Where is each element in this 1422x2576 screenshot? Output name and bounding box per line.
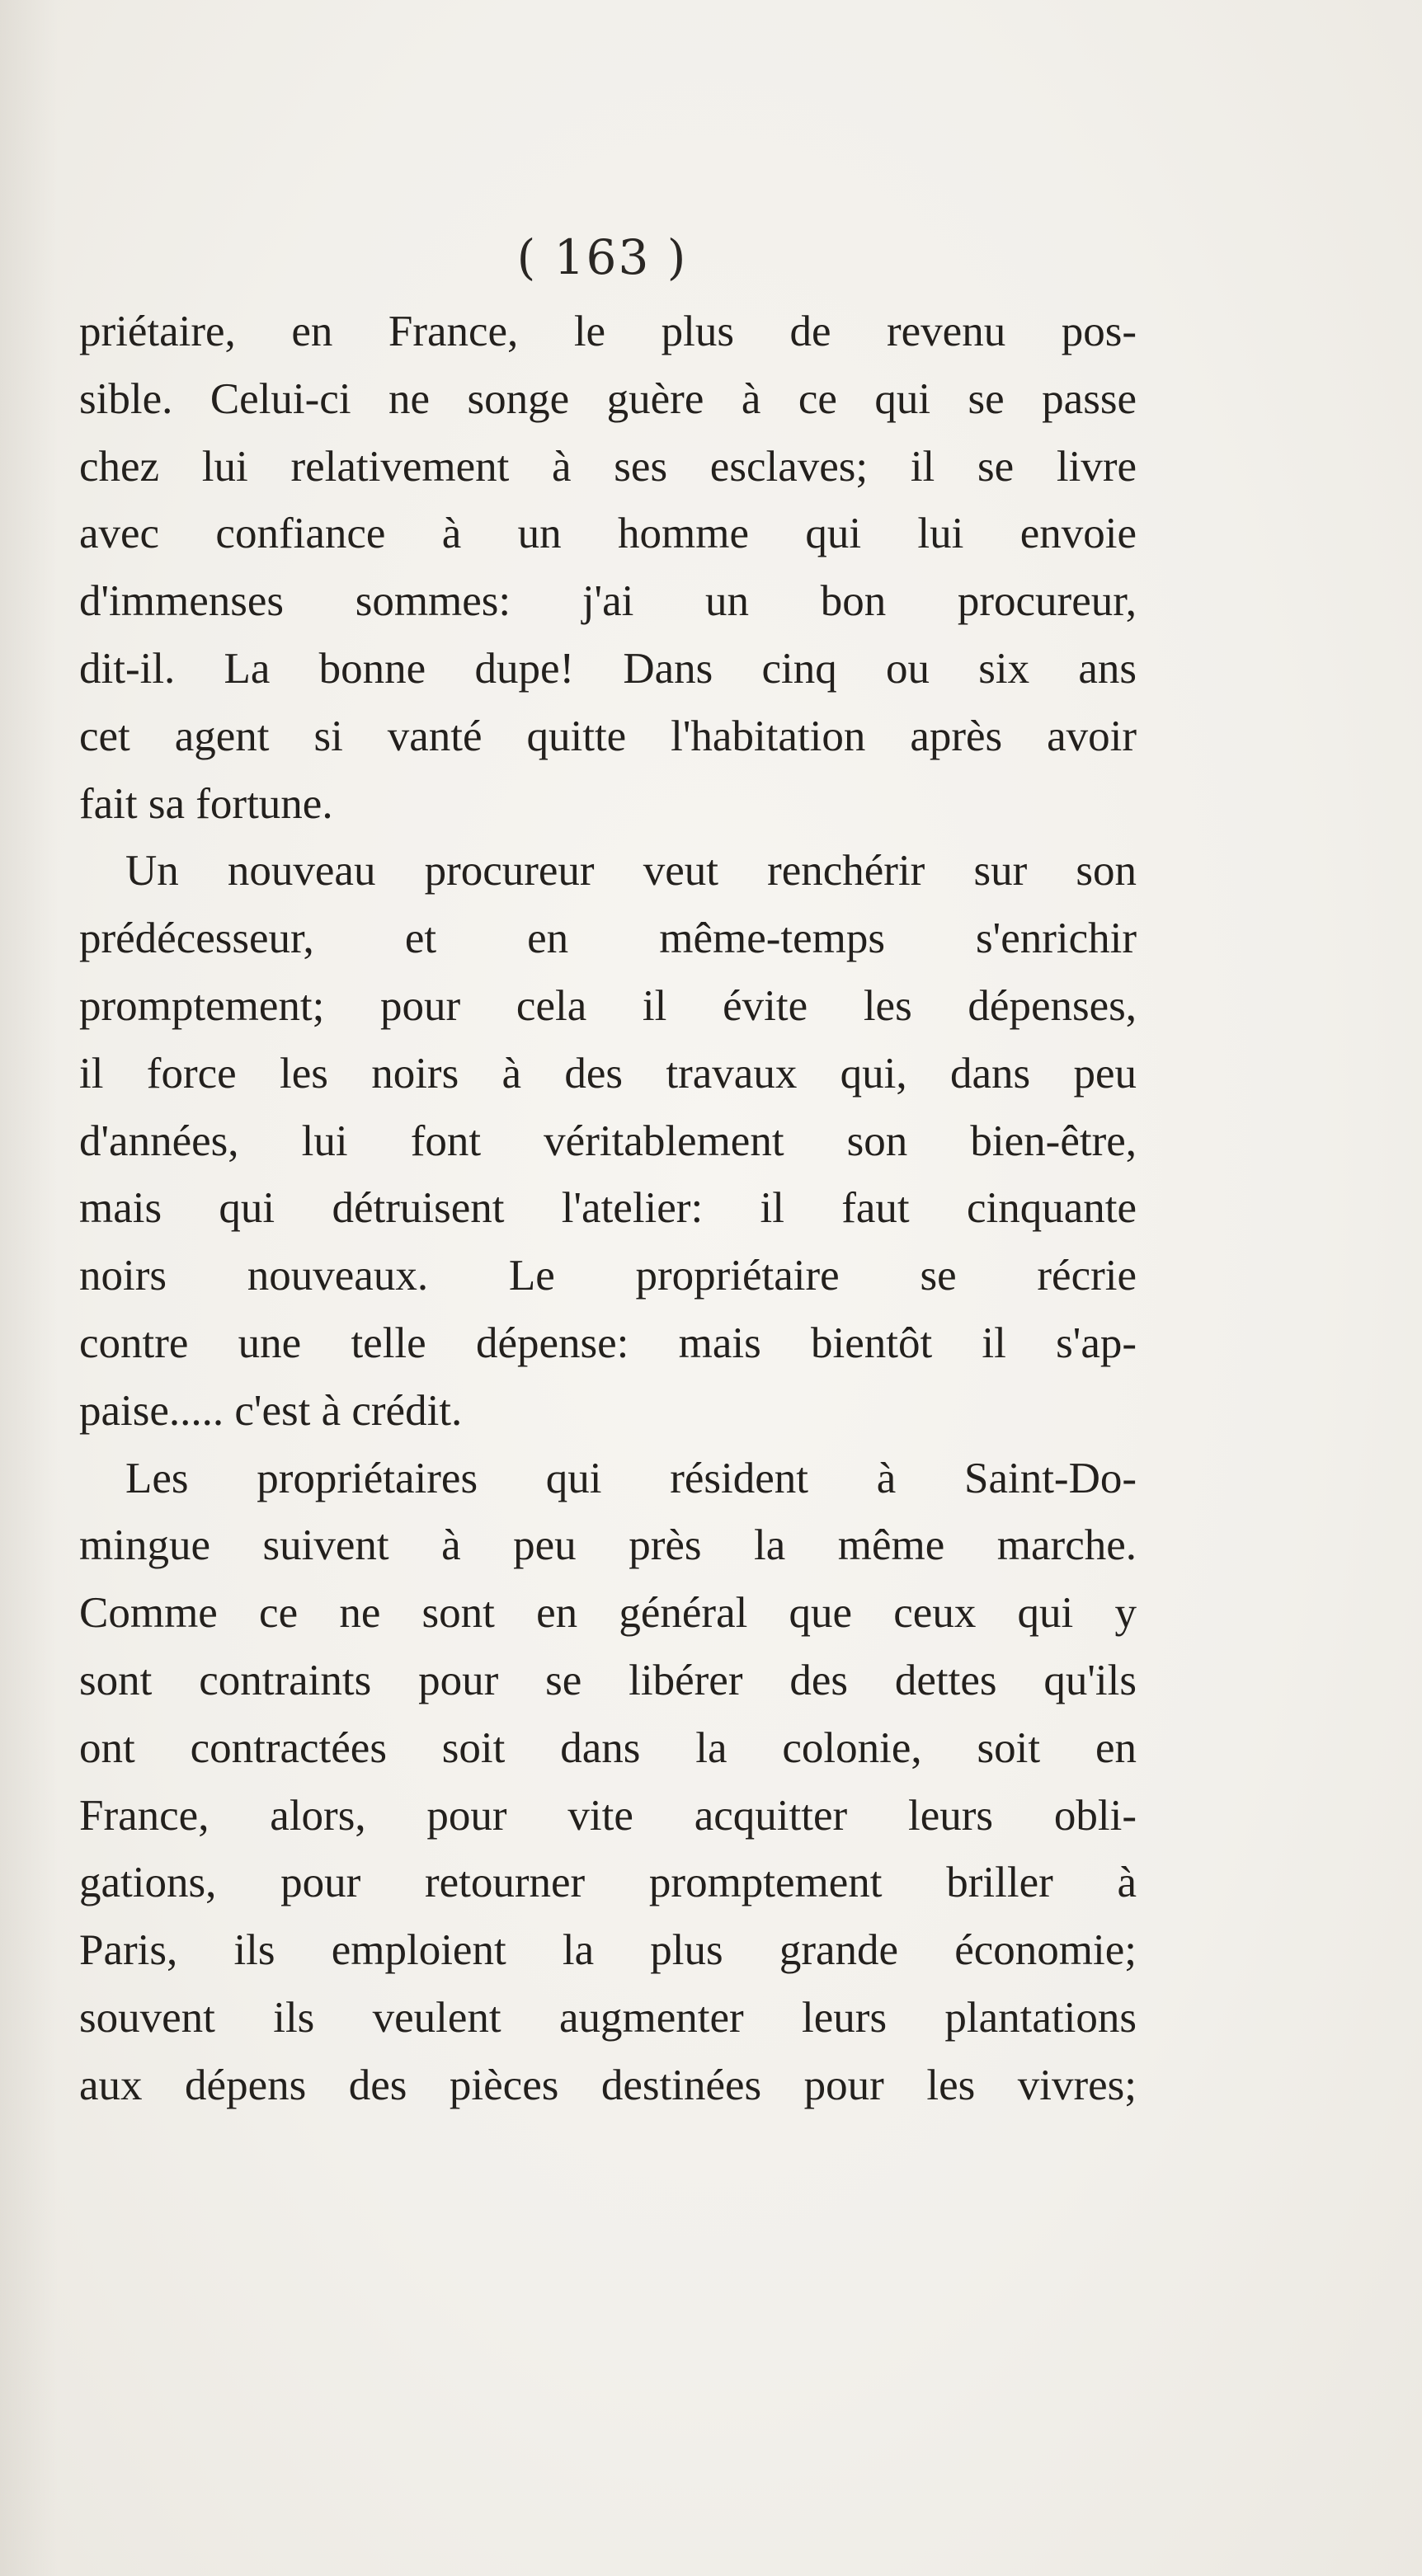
text-line: Un nouveau procureur veut renchérir sur son (125, 847, 1137, 895)
text-line: noirs nouveaux. Le propriétaire se récrie (79, 1252, 1137, 1300)
page-number: ( 163 ) (516, 229, 688, 285)
text-line: sont contraints pour se libérer des dettes qu'ils (79, 1656, 1137, 1704)
text-line: Comme ce ne sont en général que ceux qui y (79, 1589, 1137, 1638)
page-gutter-shadow (0, 0, 58, 2576)
text-line: fait sa fortune. (79, 779, 333, 828)
text-line: promptement; pour cela il évite les dépenses, (79, 981, 1137, 1030)
text-line: chez lui relativement à ses esclaves; il se livre (79, 442, 1137, 491)
text-line: gations, pour retourner promptement briller à (79, 1859, 1137, 1907)
text-line: mais qui détruisent l'atelier: il faut cinquante (79, 1184, 1137, 1233)
text-line: contre une telle dépense: mais bientôt il s'ap- (79, 1319, 1137, 1367)
text-line: mingue suivent à peu près la même marche. (79, 1521, 1137, 1570)
text-line: avec confiance à un homme qui lui envoie (79, 510, 1137, 558)
text-line: ont contractées soit dans la colonie, soit en (79, 1723, 1137, 1772)
text-line: prédécesseur, et en même-temps s'enrichir (79, 914, 1137, 963)
text-line: priétaire, en France, le plus de revenu pos- (79, 308, 1137, 355)
text-line: dit-il. La bonne dupe! Dans cinq ou six ans (79, 644, 1137, 693)
text-line: Paris, ils emploient la plus grande économie; (79, 1926, 1137, 1975)
paragraph-2 (79, 838, 1137, 1445)
text-line: aux dépens des pièces destinées pour les vivres; (79, 2061, 1137, 2109)
text-line: Les propriétaires qui résident à Saint-Do- (125, 1454, 1137, 1502)
text-line: il force les noirs à des travaux qui, dans peu (79, 1049, 1137, 1098)
text-line: cet agent si vanté quitte l'habitation après avoir (79, 712, 1137, 760)
text-line: France, alors, pour vite acquitter leurs obli- (79, 1791, 1137, 1840)
body-text (79, 298, 1137, 2120)
text-line: sible. Celui-ci ne songe guère à ce qui se passe (79, 374, 1137, 423)
text-line: d'immenses sommes: j'ai un bon procureur, (79, 577, 1137, 626)
paragraph-3 (79, 1445, 1137, 2120)
paragraph-1 (79, 298, 1137, 838)
text-line: souvent ils veulent augmenter leurs plantations (79, 1993, 1137, 2042)
text-line: d'années, lui font véritablement son bien-être, (79, 1116, 1137, 1165)
text-line: paise..... c'est à crédit. (79, 1386, 463, 1435)
